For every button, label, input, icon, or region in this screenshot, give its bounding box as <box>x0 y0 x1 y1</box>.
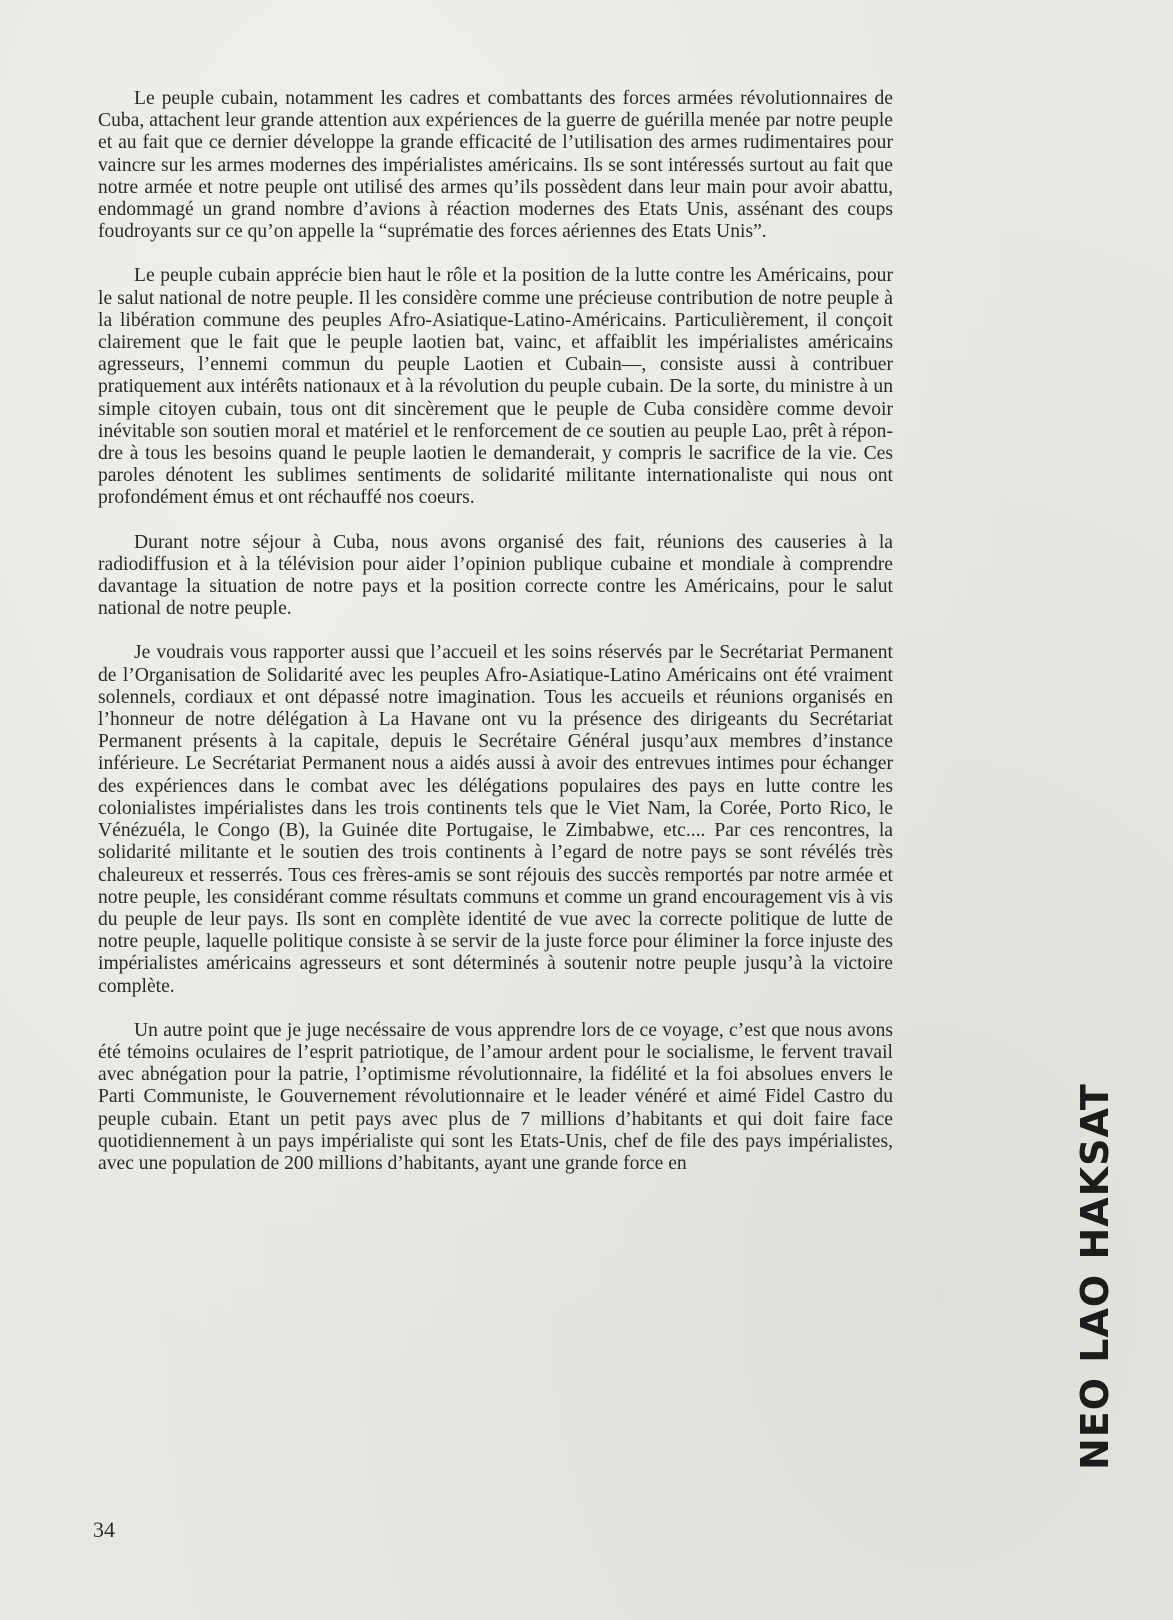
paragraph-1: Le peuple cubain, notamment les cadres et combattants des forces armées révolutionnaires de Cuba, attachent leur grande attention aux expériences de la guerre de guérilla menée par notre peuple et au fait que ce dernier développe la grande efficacité de l’utilisation des armes rudimentaires pour vaincre sur les armes modernes des impérialistes américains. Ils se sont intéressés surtout au fait que notre armée et notre peuple ont utilisé des armes qu’ils possèdent dans leur main pour avoir abattu, endommagé un grand nombre d’avions à réaction modernes des Etats Unis, assénant des coups foudroyants sur ce qu’on appelle la “suprématie des forces aériennes des Etats Unis”. <box>98 88 893 243</box>
paragraph-3: Durant notre séjour à Cuba, nous avons organisé des fait, réunions des causeries à la radiodiffusion et à la télévision pour aider l’opinion publique cubaine et mondiale à comprendre davantage la situation de notre pays et la position correcte contre les Américains, pour le salut national de notre peuple. <box>98 531 893 620</box>
article-body <box>98 88 893 1197</box>
paragraph-2: Le peuple cubain apprécie bien haut le rôle et la position de la lutte contre les Américains, pour le salut national de notre peuple. Il les considère comme une précieuse contribution de notre peuple à la libération commune des peuples Afro-Asiatique-Latino-Américains. Particulièrement, il conçoit clairement que le fait que le peuple laotien bat, vainc, et affaiblit les impérialistes américains agresseurs, l’ennemi commun du peuple Laotien et Cubain—, consiste aussi à contribuer pratiquement aux intérêts nationaux et à la révolution du peuple cubain. De la sorte, du ministre à un simple citoyen cubain, tous ont dit sincèrement que le peuple de Cuba considère comme devoir inévitable son soutien moral et matériel et le renforcement de ce soutien au peuple Lao, prêt à répondre à tous les besoins quand le peuple laotien le demanderait, y compris le sacrifice de la vie. Ces paroles dénotent les sublimes sentiments de solidarité militante internationaliste qui nous ont profondément émus et ont réchauffé nos coeurs. <box>98 265 893 509</box>
publication-side-title: NEO LAO HAKSAT <box>1073 1083 1117 1470</box>
paragraph-4: Je voudrais vous rapporter aussi que l’accueil et les soins réservés par le Secrétariat Permanent de l’Organisation de Solidarité avec les peuples Afro-Asiatique-Latino Américains ont été vraiment solennels, cordiaux et ont dépassé notre imagination. Tous les accueils et réunions organisés en l’honneur de notre délégation à La Havane ont vu la présence des dirigeants du Secrétariat Permanent présents à la capitale, depuis le Secrétaire Général jusqu’aux membres d’instance inférieure. Le Secrétariat Permanent nous a aidés aussi à avoir des entrevues intimes pour échanger des expériences dans le combat avec les délégations populaires des pays en lutte contre les colonialistes impérialistes dans les trois continents tels que le Viet Nam, la Corée, Porto Rico, le Vénézuéla, le Congo (B), la Guinée dite Portugaise, le Zimbabwe, etc.... Par ces rencontres, la solidarité militante et le soutien des trois continents à l’egard de notre pays se sont révélés très chaleureux et resserrés. Tous ces frères-amis se sont réjouis des succès remportés par notre armée et notre peuple, les considérant comme résultats communs et comme un grand encouragement vis à vis du peuple de leur pays. Ils sont en complète identité de vue avec la correcte politique de lutte de notre peuple, laquelle politique consiste à se servir de la juste force pour éliminer la force injuste des impérialistes américains agresseurs et sont déterminés à soutenir notre peuple jusqu’à la victoire complète. <box>98 642 893 997</box>
paragraph-5: Un autre point que je juge necéssaire de vous apprendre lors de ce voyage, c’est que nous avons été témoins oculaires de l’esprit patriotique, de l’amour ardent pour le socialisme, le fervent travail avec abnégation pour la patrie, l’optimisme révolutionnaire, la fidélité et la foi absolues envers le Parti Communiste, le Gouvernement révolutionnaire et le leader vénéré et aimé Fidel Castro du peuple cubain. Etant un petit pays avec plus de 7 millions d’habitants et qui doit faire face quotidiennement à un pays impérialiste qui sont les Etats-Unis, chef de file des pays impérialistes, avec une population de 200 millions d’habitants, ayant une grande force en <box>98 1019 893 1174</box>
page-number: 34 <box>93 1517 115 1542</box>
